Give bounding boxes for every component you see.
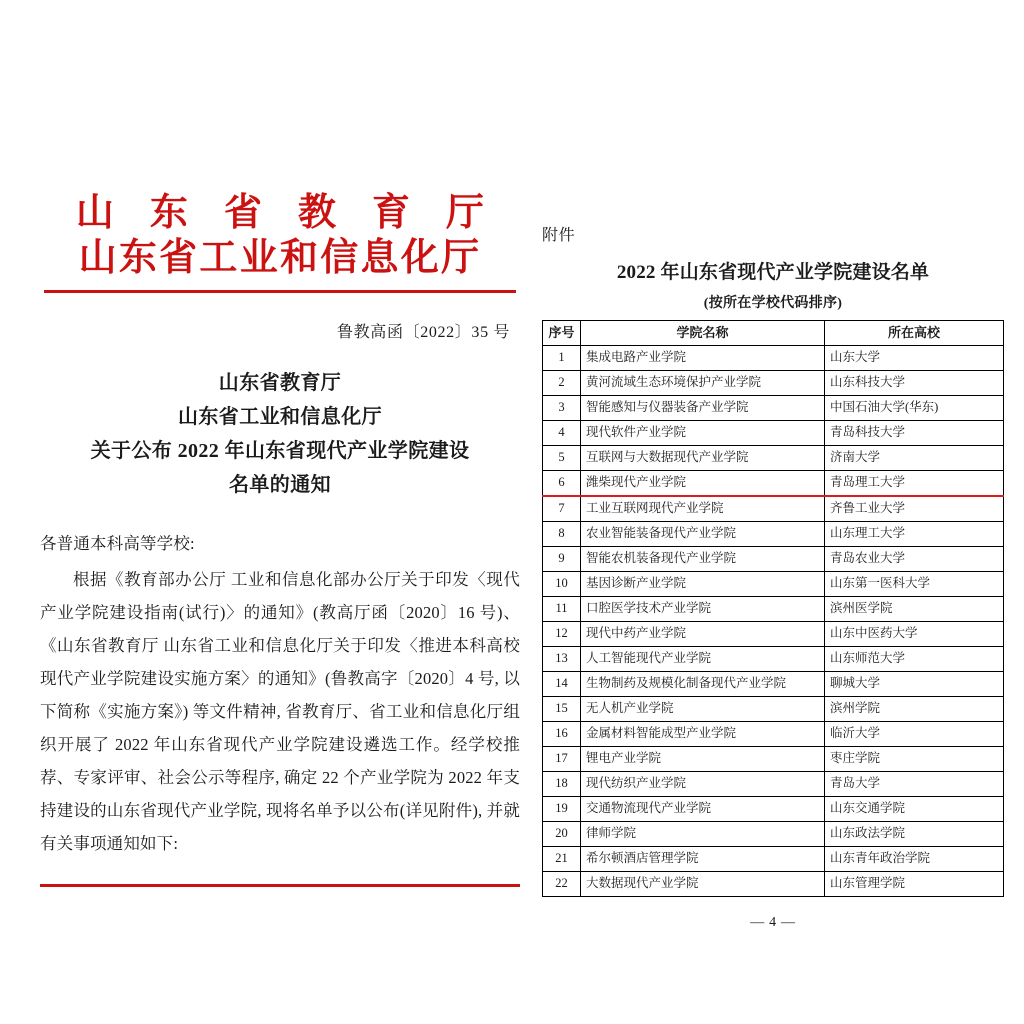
cell-index: 13 [543,647,581,672]
table-row [543,547,1004,572]
red-divider-top [44,290,516,293]
cell-index: 22 [543,872,581,897]
cell-college-name: 集成电路产业学院 [581,346,825,371]
red-divider-bottom [40,884,520,887]
cell-university: 聊城大学 [825,672,1004,697]
cell-college-name: 农业智能装备现代产业学院 [581,522,825,547]
cell-college-name: 现代中药产业学院 [581,622,825,647]
cell-college-name: 智能感知与仪器装备产业学院 [581,396,825,421]
body-paragraph-text: 根据《教育部办公厅 工业和信息化部办公厅关于印发〈现代产业学院建设指南(试行)〉的通知》(教高厅函〔2020〕16 号)、《山东省教育厅 山东省工业和信息化厅关于印发〈推进本科高校现代产业学院建设实施方案〉的通知》(鲁教高字〔2020〕4 号, 以下简称《实施方案》) 等文件精神, 省教育厅、省工业和信息化厅组织开展了 2022 年山东省现代产业学院建设遴选工作。经学校推荐、专家评审、社会公示等程序, 确定 22 个产业学院为 2022 年支持建设的山东省现代产业学院, 现将名单予以公布(详见附件), 并就有关事项通知如下: [40,570,520,853]
cell-college-name: 工业互联网现代产业学院 [581,496,825,522]
cell-index: 16 [543,722,581,747]
cell-index: 14 [543,672,581,697]
cell-index: 2 [543,371,581,396]
cell-index: 7 [543,496,581,522]
page-number: — 4 — [750,915,796,931]
cell-college-name: 互联网与大数据现代产业学院 [581,446,825,471]
table-row [543,572,1004,597]
document-title-line-1: 山东省教育厅 [218,371,342,394]
cell-college-name: 律师学院 [581,822,825,847]
cell-college-name: 基因诊断产业学院 [581,572,825,597]
cell-university: 滨州学院 [825,697,1004,722]
cell-university: 青岛大学 [825,772,1004,797]
table-header-row [543,321,1004,346]
cell-index: 8 [543,522,581,547]
table-row [543,697,1004,722]
cell-university: 临沂大学 [825,722,1004,747]
cell-university: 山东科技大学 [825,371,1004,396]
cell-university: 山东理工大学 [825,522,1004,547]
cell-index: 17 [543,747,581,772]
cell-university: 济南大学 [825,446,1004,471]
cell-index: 21 [543,847,581,872]
cell-college-name: 无人机产业学院 [581,697,825,722]
column-header-index: 序号 [543,321,581,346]
cell-college-name: 交通物流现代产业学院 [581,797,825,822]
table-body [543,346,1004,897]
cell-university: 青岛理工大学 [825,471,1004,497]
column-header-university: 所在高校 [825,321,1004,346]
cell-university: 枣庄学院 [825,747,1004,772]
table-row [543,647,1004,672]
cell-index: 5 [543,446,581,471]
table-header [543,321,1004,346]
cell-college-name: 人工智能现代产业学院 [581,647,825,672]
issuer-line-1: 山 东 省 教 育 厅 [75,189,496,234]
table-row [543,872,1004,897]
cell-university: 山东中医药大学 [825,622,1004,647]
cell-university: 山东管理学院 [825,872,1004,897]
cell-university: 山东大学 [825,346,1004,371]
document-title-line-2: 山东省工业和信息化厅 [178,405,382,428]
cell-index: 15 [543,697,581,722]
cell-index: 11 [543,597,581,622]
attachment-label: 附件 [542,227,576,244]
table-row [543,396,1004,421]
cell-college-name: 锂电产业学院 [581,747,825,772]
table-row [543,371,1004,396]
table-row [543,772,1004,797]
cell-index: 18 [543,772,581,797]
cell-university: 齐鲁工业大学 [825,496,1004,522]
table-row [543,822,1004,847]
addressee-line: 各普通本科高等学校: [40,533,195,553]
table-row [543,797,1004,822]
document-title-line-4: 名单的通知 [229,473,331,496]
cell-college-name: 潍柴现代产业学院 [581,471,825,497]
body-paragraph [40,563,520,860]
table-row [543,847,1004,872]
cell-university: 山东政法学院 [825,822,1004,847]
column-header-college-name: 学院名称 [581,321,825,346]
table-row [543,522,1004,547]
cell-index: 4 [543,421,581,446]
table-row [543,346,1004,371]
issuer-header [40,190,520,280]
cell-college-name: 黄河流域生态环境保护产业学院 [581,371,825,396]
table-row-highlighted [543,471,1004,497]
document-number: 鲁教高函〔2022〕35 号 [337,323,510,341]
cell-college-name: 口腔医学技术产业学院 [581,597,825,622]
cell-university: 青岛农业大学 [825,547,1004,572]
cell-index: 9 [543,547,581,572]
document-title-line-3: 关于公布 2022 年山东省现代产业学院建设 [90,439,470,462]
cell-university: 滨州医学院 [825,597,1004,622]
attachment-document [542,222,1004,931]
cell-university: 山东第一医科大学 [825,572,1004,597]
cell-college-name: 现代纺织产业学院 [581,772,825,797]
table-row [543,446,1004,471]
cell-college-name: 金属材料智能成型产业学院 [581,722,825,747]
cell-university: 山东师范大学 [825,647,1004,672]
cell-index: 1 [543,346,581,371]
cell-index: 20 [543,822,581,847]
cell-index: 3 [543,396,581,421]
cell-university: 山东青年政治学院 [825,847,1004,872]
table-row [543,722,1004,747]
cell-university: 山东交通学院 [825,797,1004,822]
cell-college-name: 智能农机装备现代产业学院 [581,547,825,572]
cell-college-name: 希尔顿酒店管理学院 [581,847,825,872]
table-row [543,597,1004,622]
cell-college-name: 现代软件产业学院 [581,421,825,446]
table-row [543,747,1004,772]
attachment-title: 2022 年山东省现代产业学院建设名单 [616,262,930,283]
table-row [543,622,1004,647]
college-list-table [542,320,1004,897]
cell-university: 中国石油大学(华东) [825,396,1004,421]
cell-college-name: 大数据现代产业学院 [581,872,825,897]
cell-university: 青岛科技大学 [825,421,1004,446]
issuer-line-2: 山东省工业和信息化厅 [78,233,482,279]
cell-college-name: 生物制药及规模化制备现代产业学院 [581,672,825,697]
document-title [40,366,520,502]
cell-index: 6 [543,471,581,497]
cell-index: 12 [543,622,581,647]
cell-index: 19 [543,797,581,822]
attachment-subtitle: (按所在学校代码排序) [703,296,843,311]
notice-document [40,190,520,887]
table-row [543,672,1004,697]
table-row [543,496,1004,522]
table-row [543,421,1004,446]
cell-index: 10 [543,572,581,597]
